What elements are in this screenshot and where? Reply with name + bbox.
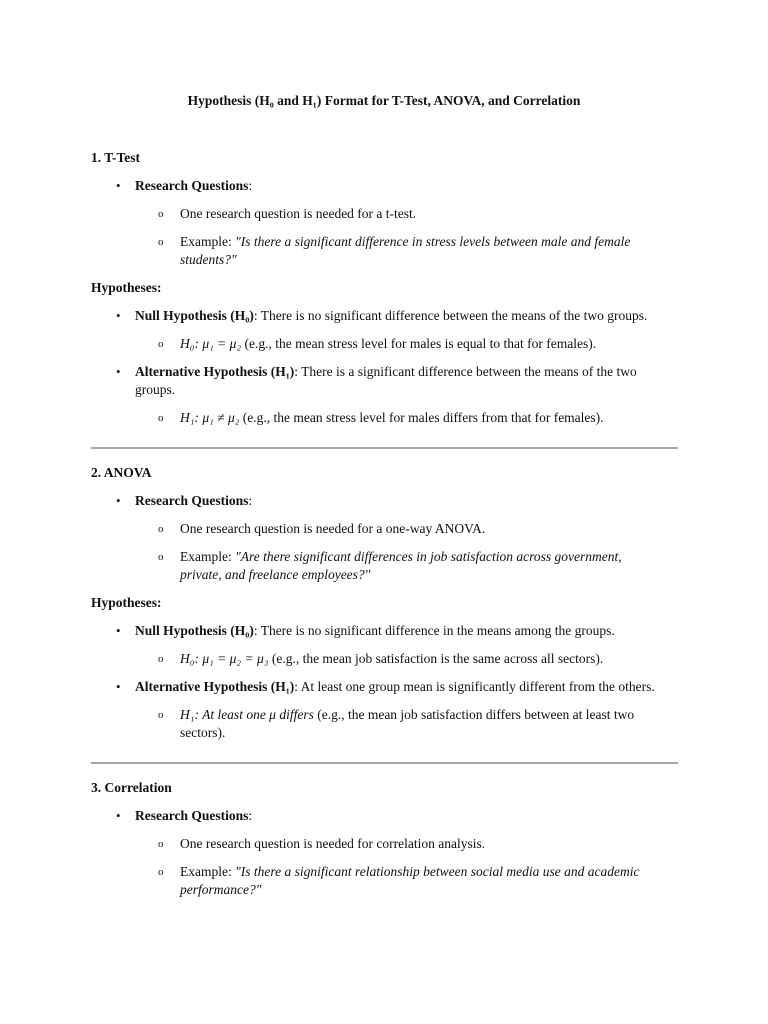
sub-bullet-icon: o (158, 236, 164, 248)
example-question: "Is there a significant relationship between social media use and academic performance?" (180, 864, 640, 897)
document-title: Hypothesis (H₀ and H₁) Format for T-Test, ANOVA, and Correlation (187, 93, 581, 108)
sub-bullet-icon: o (158, 523, 164, 535)
sub-bullet-icon: o (158, 412, 164, 424)
null-hypothesis-item: • Null Hypothesis (H₀): There is no significant difference in the means among the groups. (116, 623, 615, 638)
section-divider (91, 447, 678, 449)
hypotheses-heading: Hypotheses: (91, 280, 162, 295)
bullet-icon: • (116, 623, 121, 638)
sub-bullet-icon: o (158, 709, 164, 721)
research-questions-item: • Research Questions: (116, 493, 253, 508)
hypotheses-heading: Hypotheses: (91, 595, 162, 610)
bullet-icon: • (116, 493, 121, 508)
bullet-icon: • (116, 679, 121, 694)
sub-bullet-icon: o (158, 208, 164, 220)
research-questions-item: • Research Questions: (116, 178, 253, 193)
null-hypothesis-label: Null Hypothesis (H₀) (135, 623, 254, 638)
research-questions-item: • Research Questions: (116, 808, 253, 823)
example-question: "Is there a significant difference in stress levels between male and female students?" (180, 234, 631, 267)
research-questions-label: Research Questions (135, 493, 249, 508)
sub-bullet-icon: o (158, 653, 164, 665)
alternative-hypothesis-item: • Alternative Hypothesis (H₁): There is a significant difference between the means of the two groups. (116, 364, 637, 397)
research-question-count: o One research question is needed for a one-way ANOVA. (158, 521, 486, 536)
sub-bullet-icon: o (158, 866, 164, 878)
null-hypothesis-item: • Null Hypothesis (H₀): There is no significant difference between the means of the two groups. (116, 308, 648, 323)
alternative-hypothesis-formula: o H₁: At least one μ differs (e.g., the mean job satisfaction differs between at least two sectors). (158, 707, 635, 740)
null-hypothesis-formula: o H₀: μ₁ = μ₂ = μ₃ (e.g., the mean job satisfaction is the same across all sectors). (158, 651, 604, 666)
alternative-hypothesis-item: • Alternative Hypothesis (H₁): At least one group mean is significantly different from the others. (116, 679, 655, 694)
research-question-example: o Example: "Are there significant differences in job satisfaction across government, private, and freelance employees?" (158, 549, 622, 582)
sub-bullet-icon: o (158, 838, 164, 850)
section-heading-correlation: 3. Correlation (91, 780, 172, 795)
research-question-example: o Example: "Is there a significant difference in stress levels between male and female students?" (158, 234, 631, 267)
alternative-hypothesis-label: Alternative Hypothesis (H₁) (135, 364, 295, 379)
research-question-count: o One research question is needed for a t-test. (158, 206, 417, 221)
sub-bullet-icon: o (158, 338, 164, 350)
null-hypothesis-label: Null Hypothesis (H₀) (135, 308, 254, 323)
alternative-hypothesis-label: Alternative Hypothesis (H₁) (135, 679, 295, 694)
bullet-icon: • (116, 178, 121, 193)
research-questions-label: Research Questions (135, 808, 249, 823)
null-hypothesis-formula: o H₀: μ₁ = μ₂ (e.g., the mean stress level for males is equal to that for females). (158, 336, 597, 351)
bullet-icon: • (116, 808, 121, 823)
sub-bullet-icon: o (158, 551, 164, 563)
alternative-hypothesis-formula: o H₁: μ₁ ≠ μ₂ (e.g., the mean stress level for males differs from that for females). (158, 410, 604, 425)
bullet-icon: • (116, 308, 121, 323)
section-heading-t-test: 1. T-Test (91, 150, 141, 165)
research-question-count: o One research question is needed for correlation analysis. (158, 836, 486, 851)
research-question-example: o Example: "Is there a significant relationship between social media use and academic performance?" (158, 864, 640, 897)
section-heading-anova: 2. ANOVA (91, 465, 152, 480)
bullet-icon: • (116, 364, 121, 379)
section-divider (91, 762, 678, 764)
example-question: "Are there significant differences in job satisfaction across government, private, and freelance employees?" (180, 549, 622, 582)
research-questions-label: Research Questions (135, 178, 249, 193)
